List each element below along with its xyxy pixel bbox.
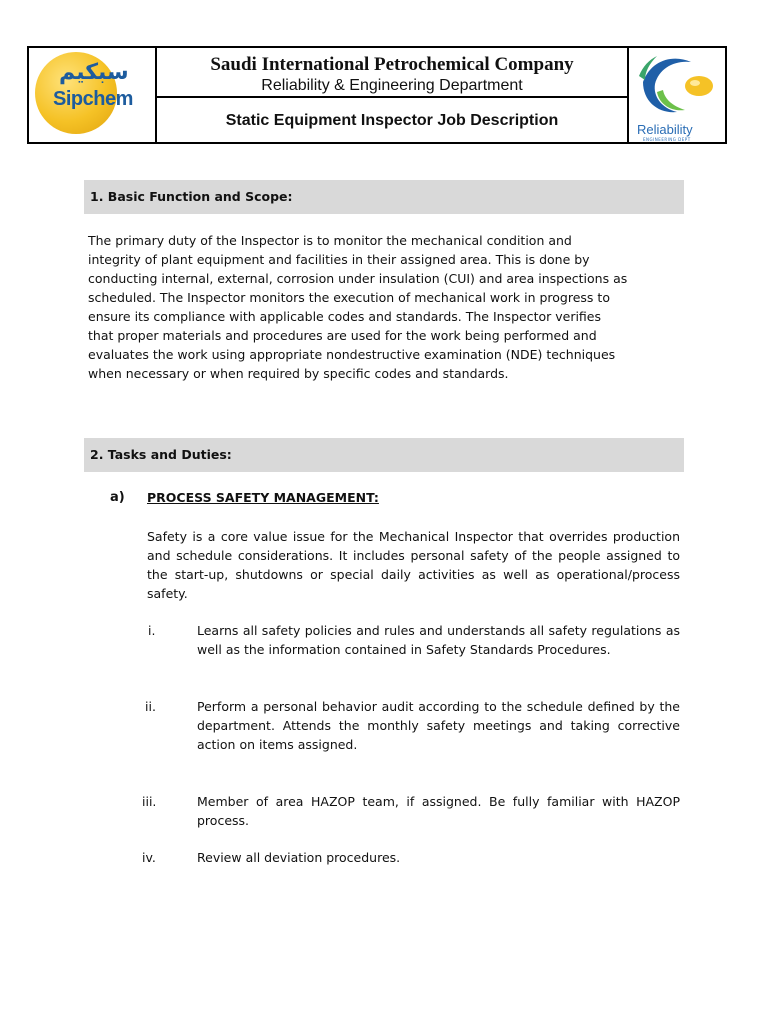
- section-heading-basic-function: 1. Basic Function and Scope:: [84, 180, 684, 214]
- subsection-intro: Safety is a core value issue for the Mechanical Inspector that overrides production and schedule considerations. It includes personal safety of the people assigned to the start-up, shutdowns or special daily activities as well as operational/process safety.: [147, 529, 680, 601]
- list-item-number: iv.: [142, 850, 156, 865]
- document-header: [27, 46, 727, 144]
- subsection-title: PROCESS SAFETY MANAGEMENT:: [147, 490, 379, 505]
- department-name: Reliability & Engineering Department: [261, 77, 523, 94]
- reliability-logo: [627, 48, 725, 144]
- list-item-text: Perform a personal behavior audit according to the schedule defined by the department. Attends the monthly safety meetings and taking corrective action on items assigned.: [197, 699, 680, 752]
- list-item-text: Review all deviation procedures.: [197, 850, 401, 865]
- section-heading-tasks-duties: 2. Tasks and Duties:: [84, 438, 684, 472]
- reliability-logo-subtext: ENGINEERING DEPT: [643, 137, 691, 142]
- sipchem-logo-arabic: سبكيم: [59, 60, 129, 85]
- reliability-logo-icon: [633, 52, 721, 124]
- reliability-logo-text: Reliability: [637, 122, 693, 137]
- subsection-label: a): [110, 490, 125, 505]
- list-item-number: ii.: [145, 699, 156, 714]
- basic-function-paragraph: The primary duty of the Inspector is to monitor the mechanical condition and integrity of plant equipment and facilities in their assigned area. This is done by conducting internal, external, corrosion under insulation (CUI) and area inspections as scheduled. The Inspector monitors the execution of mechanical work in progress to ensure its compliance with applicable codes and standards. The Inspector verifies that proper materials and procedures are used for the work being performed and evaluates the work using appropriate nondestructive examination (NDE) techniques when necessary or when required by specific codes and standards.: [88, 233, 628, 381]
- header-center-top: [157, 48, 627, 98]
- document-title: Static Equipment Inspector Job Description: [225, 112, 559, 129]
- list-item-number: i.: [148, 623, 156, 638]
- list-item-text: Learns all safety policies and rules and understands all safety regulations as well as the information contained in Safety Standards Procedures.: [197, 623, 680, 657]
- sipchem-logo-text: Sipchem: [53, 88, 133, 110]
- sipchem-logo: [29, 48, 157, 144]
- header-center: [157, 48, 627, 144]
- company-name: Saudi International Petrochemical Company: [210, 54, 574, 75]
- list-item-number: iii.: [142, 794, 157, 809]
- list-item-text: Member of area HAZOP team, if assigned. Be fully familiar with HAZOP process.: [197, 794, 680, 828]
